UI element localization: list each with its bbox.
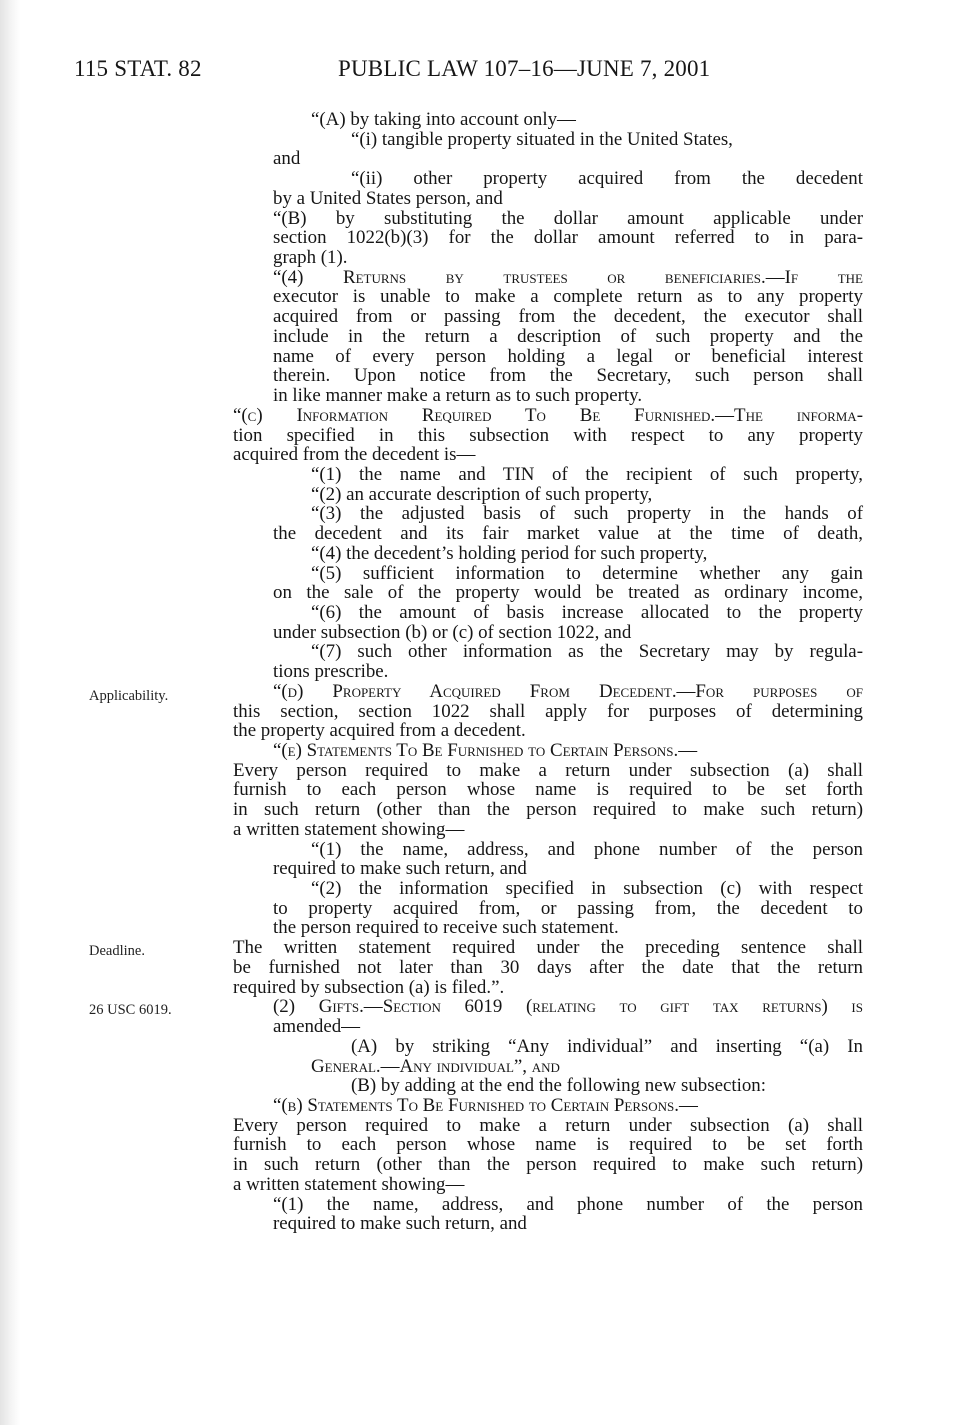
margin-note-applicability: Applicability.: [89, 688, 169, 704]
text-line: “(3) the adjusted basis of such property in the hands of: [311, 503, 863, 525]
text-line: required to make such return, and: [273, 858, 527, 880]
text-line: “(4) the decedent’s holding period for such property,: [311, 542, 708, 564]
text-line: in such return (other than the person required to make such return): [233, 1154, 863, 1176]
text-line: “(2) an accurate description of such property,: [311, 483, 653, 505]
text-line: “(1) the name, address, and phone number of the person: [311, 838, 863, 860]
text-line: acquired from or passing from the decedent, the executor shall: [273, 306, 863, 328]
text-line: in like manner make a return as to such property.: [273, 385, 643, 407]
text-line: to property acquired from, or passing from, the decedent to: [273, 897, 863, 919]
text-line: “(5) sufficient information to determine whether any gain: [311, 562, 863, 584]
text-line: this section, section 1022 shall apply for purposes of determining: [233, 700, 863, 722]
text-line: Every person required to make a return under subsection (a) shall: [233, 1114, 863, 1136]
text-line: acquired from the decedent is—: [233, 444, 476, 466]
text-line: therein. Upon notice from the Secretary, such person shall: [273, 365, 863, 387]
text-line: “(2) the information specified in subsection (c) with respect: [311, 878, 863, 900]
text-line: the property acquired from a decedent.: [233, 720, 526, 742]
text-line: “(B) by substituting the dollar amount applicable under: [273, 207, 863, 229]
scan-edge-shadow: [0, 0, 20, 1425]
text-line: (2) Gifts.—Section 6019 (relating to gift tax returns) is: [273, 996, 863, 1018]
text-line: “(c) Information Required To Be Furnished.—The informa-: [233, 404, 863, 426]
text-line: under subsection (b) or (c) of section 1022, and: [273, 621, 632, 643]
text-line: executor is unable to make a complete return as to any property: [273, 286, 863, 308]
text-line: “(1) the name and TIN of the recipient of such property,: [311, 463, 863, 485]
text-line: “(7) such other information as the Secretary may by regula-: [311, 641, 863, 663]
text-line: “(b) Statements To Be Furnished to Certain Persons.—: [273, 1094, 698, 1116]
text-line: be furnished not later than 30 days after the date that the return: [233, 956, 863, 978]
statute-body-text: [233, 110, 863, 1234]
text-line: (A) by striking “Any individual” and inserting “(a) In: [351, 1035, 863, 1057]
text-line: a written statement showing—: [233, 1173, 465, 1195]
text-line: include in the return a description of such property and the: [273, 325, 863, 347]
text-line: required by subsection (a) is filed.”.: [233, 976, 505, 998]
text-line: name of every person holding a legal or beneficial interest: [273, 345, 863, 367]
running-head-law-title: PUBLIC LAW 107–16—JUNE 7, 2001: [338, 56, 711, 81]
text-line: the decedent and its fair market value at the time of death,: [273, 523, 863, 545]
text-line: graph (1).: [273, 247, 348, 269]
text-line: the person required to receive such statement.: [273, 917, 619, 939]
text-line: by a United States person, and: [273, 187, 503, 209]
text-line: “(1) the name, address, and phone number of the person: [273, 1193, 863, 1215]
text-line: amended—: [273, 1016, 361, 1038]
text-line: section 1022(b)(3) for the dollar amount referred to in para-: [273, 227, 863, 249]
text-line: “(4) Returns by trustees or beneficiaries.—If the: [273, 266, 863, 288]
text-line: in such return (other than the person required to make such return): [233, 799, 863, 821]
margin-note-usc-citation: 26 USC 6019.: [89, 1002, 172, 1018]
text-line: a written statement showing—: [233, 818, 465, 840]
text-line: General.—Any individual”, and: [311, 1055, 560, 1077]
text-line: on the sale of the property would be treated as ordinary income,: [273, 582, 863, 604]
text-line: tions prescribe.: [273, 661, 389, 683]
margin-note-deadline: Deadline.: [89, 943, 145, 959]
text-line: furnish to each person whose name is required to be set forth: [233, 1134, 863, 1156]
text-line: “(d) Property Acquired From Decedent.—For purposes of: [273, 680, 863, 702]
text-line: and: [273, 148, 301, 170]
text-line: required to make such return, and: [273, 1213, 527, 1235]
text-line: tion specified in this subsection with respect to any property: [233, 424, 863, 446]
text-line: Every person required to make a return under subsection (a) shall: [233, 759, 863, 781]
text-line: “(i) tangible property situated in the United States,: [351, 128, 733, 150]
text-line: “(A) by taking into account only—: [311, 109, 576, 130]
text-line: “(6) the amount of basis increase allocated to the property: [311, 601, 863, 623]
text-line: “(ii) other property acquired from the decedent: [351, 168, 863, 190]
page-stat-reference: 115 STAT. 82: [74, 56, 202, 81]
text-line: (B) by adding at the end the following new subsection:: [351, 1075, 766, 1097]
text-line: “(e) Statements To Be Furnished to Certain Persons.—: [273, 740, 698, 761]
text-line: The written statement required under the preceding sentence shall: [233, 937, 863, 959]
text-line: furnish to each person whose name is required to be set forth: [233, 779, 863, 801]
